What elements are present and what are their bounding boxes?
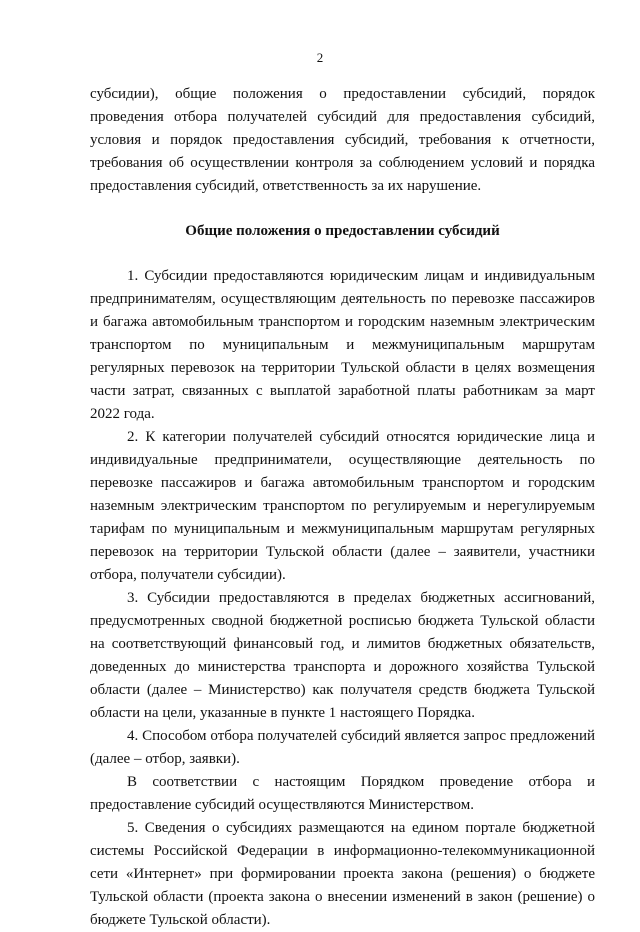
section-heading: Общие положения о предоставлении субсидий — [185, 223, 500, 239]
paragraph-2: 2. К категории получателей субсидий относятся юридические лица и индивидуальные предприниматели, осуществляющие деятельность по перевозке пассажиров и багажа автомобильным транспортом и городским наземным электрическим транспортом по регулируемым и нерегулируемым тарифам по муниципальным и межмуниципальным маршрутам регулярных перевозок на территории Тульской области (далее – заявители, участники отбора, получатели субсидии). — [90, 429, 595, 583]
page-number: 2 — [316, 50, 324, 65]
paragraph-4: 4. Способом отбора получателей субсидий является запрос предложений (далее – отбор, заявки). — [90, 728, 595, 767]
paragraph-4-continuation: В соответствии с настоящим Порядком проведение отбора и предоставление субсидий осуществляются Министерством. — [90, 774, 595, 813]
paragraph-5: 5. Сведения о субсидиях размещаются на едином портале бюджетной системы Российской Федерации в информационно-телекоммуникационной сети «Интернет» при формировании проекта закона (решения) о бюджете Тульской области (проекта закона о внесении изменений в закон (решение) о бюджете Тульской области). — [90, 820, 595, 928]
document-body — [90, 83, 595, 932]
intro-paragraph: субсидии), общие положения о предоставлении субсидий, порядок проведения отбора получателей субсидий для предоставления субсидий, условия и порядок предоставления субсидий, требования к отчетности, требования об осуществлении контроля за соблюдением условий и порядка предоставления субсидий, ответственность за их нарушение. — [90, 86, 595, 194]
paragraph-1: 1. Субсидии предоставляются юридическим лицам и индивидуальным предпринимателям, осуществляющим деятельность по перевозке пассажиров и багажа автомобильным транспортом и городским наземным электрическим транспортом по муниципальным и межмуниципальным маршрутам регулярных перевозок на территории Тульской области в целях возмещения части затрат, связанных с выплатой заработной платы работникам за март 2022 года. — [90, 268, 595, 422]
paragraph-3: 3. Субсидии предоставляются в пределах бюджетных ассигнований, предусмотренных сводной бюджетной росписью бюджета Тульской области на соответствующий финансовый год, и лимитов бюджетных обязательств, доведенных до министерства транспорта и дорожного хозяйства Тульской области (далее – Министерство) как получателя средств бюджета Тульской области на цели, указанные в пункте 1 настоящего Порядка. — [90, 590, 595, 721]
